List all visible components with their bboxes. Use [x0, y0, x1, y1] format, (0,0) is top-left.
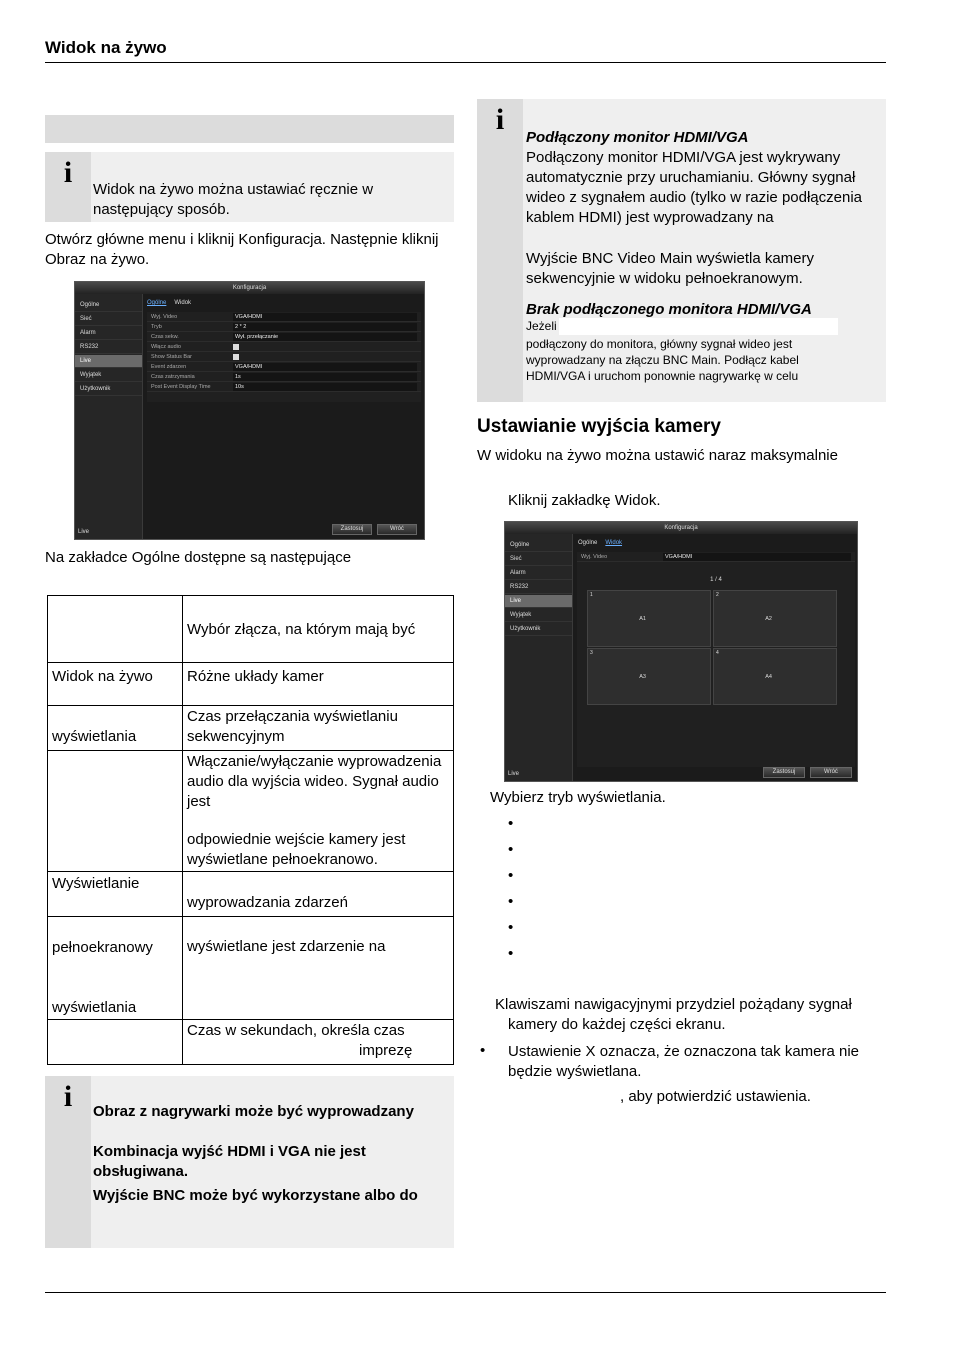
tab-general[interactable]: Ogólne [578, 540, 598, 546]
info-text-connected: Podłączony monitor HDMI/VGA jest wykrywany automatycznie przy uruchamianiu. Główny sygnał wideo z sygnałem audio (tylko w razie podłączenia kablem HDMI) jest wyprowadzany na [526, 149, 863, 226]
setting-row [147, 312, 421, 322]
info-icon: i [495, 103, 505, 136]
window-title: Konfiguracja [505, 522, 857, 534]
menu-item-network[interactable]: Sieć [505, 553, 572, 566]
info-line-2: Kombinacja wyjść HDMI i VGA nie jest obsługiwana. [93, 1143, 366, 1180]
info-icon: i [63, 1080, 73, 1113]
apply-button[interactable]: Zastosuj [332, 524, 372, 535]
setting-value[interactable]: VGA/HDMI [663, 553, 851, 561]
info-text-bnc: Wyjście BNC Video Main wyświetla kamery sekwencyjnie w widoku pełnoekranowym. [526, 250, 815, 287]
bullet-point: • [508, 893, 514, 910]
cell-number: 1 [590, 592, 593, 598]
cell-number: 4 [716, 650, 719, 656]
tab-view[interactable]: Widok [605, 540, 623, 546]
step-confirm: , aby potwierdzić ustawienia. [620, 1088, 811, 1105]
menu-item-alarm[interactable]: Alarm [505, 567, 572, 580]
cell-text: Wybór złącza, na którym mają być [187, 621, 416, 638]
table-cell [48, 872, 183, 917]
table-row [48, 917, 454, 1020]
table-row [48, 872, 454, 917]
menu-item-live[interactable]: Live [75, 355, 142, 368]
config-tabs [147, 300, 199, 306]
cell-text: Różne układy kamer [187, 668, 324, 685]
status-bar-checkbox[interactable] [233, 354, 239, 360]
menu-item-general[interactable]: Ogólne [75, 299, 142, 312]
setting-label: Show Status Bar [151, 354, 192, 360]
info-sidebar [477, 99, 523, 402]
table-cell [183, 706, 454, 751]
config-tabs [578, 540, 630, 546]
info-text: Widok na żywo można ustawiać ręcznie w następujący sposób. [93, 181, 374, 218]
config-screenshot-view [504, 521, 858, 782]
back-button[interactable]: Wróć [377, 524, 417, 535]
cell-text: wyprowadzania zdarzeń [187, 894, 348, 911]
bullet-point: • [508, 815, 514, 832]
bullet-point: • [508, 919, 514, 936]
setting-label: Tryb [151, 324, 162, 330]
live-label[interactable]: Live [78, 529, 90, 535]
apply-button[interactable]: Zastosuj [763, 767, 805, 778]
setting-row [147, 352, 421, 362]
cell-text: Czas w sekundach, określa czas [187, 1022, 405, 1039]
camera-label[interactable]: A2 [765, 616, 772, 623]
setting-row [147, 342, 421, 352]
camera-label[interactable]: A1 [639, 616, 646, 623]
setting-row [147, 322, 421, 332]
bullet-x-setting: Ustawienie X oznacza, że oznaczona tak kamera nie będzie wyświetlana. [508, 1043, 860, 1080]
setting-label: Wyj. Video [581, 554, 608, 560]
info-small-word: Jeżeli [526, 319, 557, 333]
audio-checkbox[interactable] [233, 344, 239, 350]
table-row [48, 751, 454, 872]
tab-view[interactable]: Widok [174, 300, 192, 306]
table-cell [48, 917, 183, 1020]
paragraph-general-tab: Na zakładce Ogólne dostępne są następujące [45, 549, 352, 566]
table-cell [48, 663, 183, 706]
setting-value[interactable]: VGA/HDMI [233, 313, 417, 321]
info-small-text: podłączony do monitora, główny sygnał wideo jest wyprowadzany na złączu BNC Main. Podłącz kabel HDMI/VGA i uruchom ponownie nagrywarkę w celu [526, 337, 799, 383]
config-screenshot-general [74, 281, 425, 540]
info-white-band [559, 318, 838, 335]
camera-cell[interactable] [587, 648, 711, 705]
section-bar [45, 115, 454, 143]
setting-label: Czas sekw. [151, 334, 179, 340]
cell-text: Włączanie/wyłączanie wyprowadzenia audio dla wyjścia wideo. Sygnał audio jest [187, 753, 442, 810]
bullet-point: • [508, 945, 514, 962]
bullet-point: • [508, 867, 514, 884]
info-line-1: Obraz z nagrywarki może być wyprowadzany [93, 1103, 414, 1120]
camera-label[interactable]: A4 [765, 674, 772, 681]
view-pane [577, 552, 855, 767]
info-line-3: Wyjście BNC może być wykorzystane albo do [93, 1187, 418, 1204]
camera-cell[interactable] [713, 648, 837, 705]
config-menu [505, 534, 573, 781]
setting-label: Czas zatrzymania [151, 374, 195, 380]
step-assign-cameras: Klawiszami nawigacyjnymi przydziel pożądany sygnał kamery do każdej części ekranu. [495, 996, 852, 1033]
table-cell [48, 1020, 183, 1065]
setting-label: Post Event Display Time [151, 384, 211, 390]
paragraph-open-menu: Otwórz główne menu i kliknij Konfiguracja. Następnie kliknij Obraz na żywo. [45, 231, 439, 268]
table-row [48, 596, 454, 663]
table-cell [183, 917, 454, 1020]
setting-row [147, 372, 421, 382]
settings-pane [147, 312, 421, 402]
cell-text: Widok na żywo [52, 668, 153, 685]
table-cell [183, 596, 454, 663]
setting-label: Event zdarzen [151, 364, 187, 370]
cell-text: pełnoekranowy [52, 939, 153, 956]
bullet-point: • [508, 841, 514, 858]
cell-number: 3 [590, 650, 593, 656]
cell-text: odpowiednie wejście kamery jest wyświetlane pełnoekranowo. [187, 831, 406, 868]
menu-item-exception[interactable]: Wyjątek [505, 609, 572, 622]
setting-row [147, 362, 421, 372]
table-row [48, 706, 454, 751]
back-button[interactable]: Wróć [810, 767, 852, 778]
header-rule [45, 62, 886, 63]
setting-value[interactable]: 2 * 2 [233, 323, 417, 331]
menu-item-live[interactable]: Live [505, 595, 572, 608]
camera-cell[interactable] [713, 590, 837, 647]
live-label[interactable]: Live [508, 771, 520, 777]
info-box-2 [45, 1076, 454, 1248]
tab-general[interactable]: Ogólne [147, 300, 167, 306]
pager-text[interactable]: 1 / 4 [710, 577, 722, 583]
cell-text: Czas przełączania wyświetlaniu sekwencyjnym [187, 708, 398, 745]
menu-item-user[interactable]: Użytkownik [75, 383, 142, 396]
setting-row [577, 552, 855, 562]
step-select-mode: Wybierz tryb wyświetlania. [490, 789, 666, 806]
section-heading: Ustawianie wyjścia kamery [477, 416, 721, 437]
info-heading-connected: Podłączony monitor HDMI/VGA [526, 129, 749, 146]
config-menu [75, 294, 143, 539]
cell-text: Wyświetlanie [52, 875, 140, 892]
table-cell [183, 663, 454, 706]
setting-value[interactable]: VGA/HDMI [233, 363, 417, 371]
menu-item-network[interactable]: Sieć [75, 313, 142, 326]
info-box-1 [45, 152, 454, 222]
table-row [48, 1020, 454, 1065]
table-row [48, 663, 454, 706]
menu-item-exception[interactable]: Wyjątek [75, 369, 142, 382]
menu-item-general[interactable]: Ogólne [505, 539, 572, 552]
page-header-title: Widok na żywo [45, 38, 167, 57]
window-title: Konfiguracja [75, 282, 424, 294]
paragraph-intro: W widoku na żywo można ustawić naraz maksymalnie [477, 447, 838, 464]
table-cell [48, 706, 183, 751]
setting-value[interactable]: Wył. przełączanie [233, 333, 417, 341]
bullet-point: • [480, 1042, 486, 1059]
camera-cell[interactable] [587, 590, 711, 647]
table-cell [48, 596, 183, 663]
cell-number: 2 [716, 592, 719, 598]
step-click-view: Kliknij zakładkę Widok. [508, 492, 661, 509]
setting-value[interactable]: 1s [233, 373, 417, 381]
menu-item-alarm[interactable]: Alarm [75, 327, 142, 340]
info-box-3 [477, 99, 886, 402]
info-heading-not-connected: Brak podłączonego monitora HDMI/VGA [526, 301, 812, 318]
setting-label: Wyj. Video [151, 314, 178, 320]
cell-text: wyświetlania [52, 999, 137, 1016]
setting-value[interactable]: 10s [233, 383, 417, 391]
info-icon: i [63, 156, 73, 189]
pager [577, 577, 855, 583]
menu-item-rs232[interactable]: RS232 [75, 341, 142, 354]
setting-row [147, 382, 421, 392]
cell-text: imprezę [359, 1042, 413, 1059]
footer-rule [45, 1292, 886, 1293]
setting-label: Włącz audio [151, 344, 181, 350]
cell-text: wyświetlania [52, 728, 137, 745]
menu-item-user[interactable]: Użytkownik [505, 623, 572, 636]
settings-table [47, 595, 454, 1065]
table-cell [183, 751, 454, 872]
table-cell [48, 751, 183, 872]
cell-text: wyświetlane jest zdarzenie na [187, 938, 386, 955]
setting-row [147, 332, 421, 342]
camera-label[interactable]: A3 [639, 674, 646, 681]
table-cell [183, 872, 454, 917]
table-cell [183, 1020, 454, 1065]
menu-item-rs232[interactable]: RS232 [505, 581, 572, 594]
